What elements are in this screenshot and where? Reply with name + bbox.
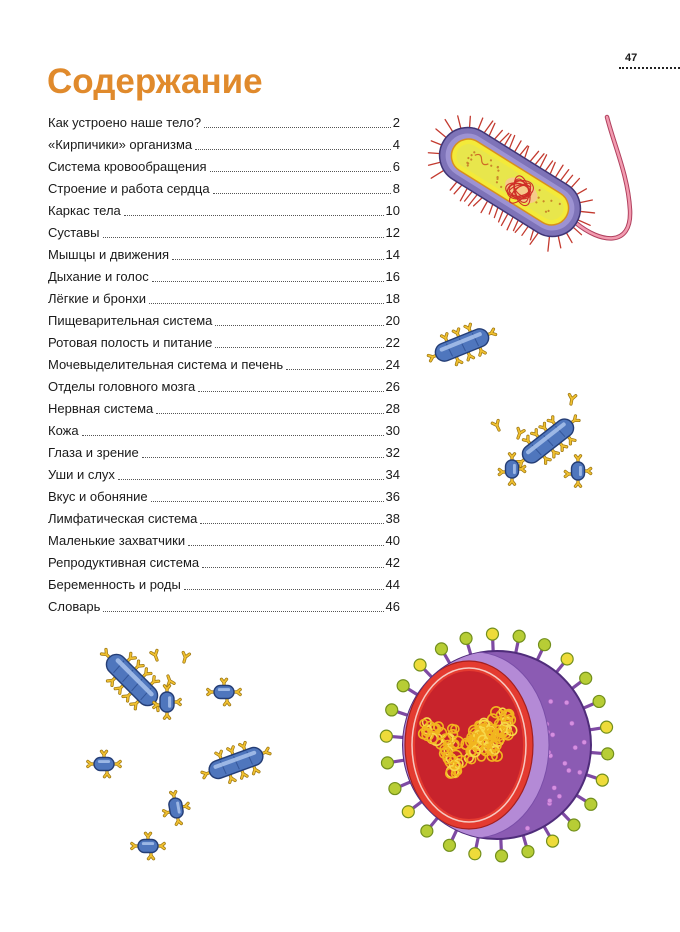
- dot-leader: [82, 435, 384, 436]
- toc-entry: [48, 112, 400, 134]
- virus-spike-tip: [414, 659, 426, 671]
- dot-leader: [188, 545, 383, 546]
- virus-spike-tip: [561, 653, 573, 665]
- bacterium: [411, 98, 610, 266]
- dot-leader: [152, 281, 384, 282]
- virus-spike-tip: [580, 672, 592, 684]
- bacterium-highlight: [218, 688, 230, 691]
- dot-leader: [215, 325, 383, 326]
- virus-spike-tip: [469, 848, 481, 860]
- antibody-icon: [492, 420, 502, 431]
- toc-entry-page: 26: [385, 379, 400, 394]
- toc-entry: [48, 266, 400, 288]
- dot-leader: [103, 611, 383, 612]
- toc-entry-page: 28: [385, 401, 400, 416]
- virus-spike-tip: [386, 704, 398, 716]
- toc-entry: [48, 134, 400, 156]
- virus-spike-tip: [585, 798, 597, 810]
- virus-spike-tip: [596, 774, 608, 786]
- dot-leader: [215, 347, 383, 348]
- dot-leader: [103, 237, 384, 238]
- toc-entry-title: Глаза и зрение: [48, 445, 139, 460]
- dot-leader: [195, 149, 391, 150]
- bacterium-highlight: [513, 464, 516, 474]
- toc-entry-page: 24: [385, 357, 400, 372]
- bacteria-with-antibodies-illustration: [423, 317, 590, 486]
- envelope-protein: [570, 721, 575, 726]
- toc-entry-title: Уши и слух: [48, 467, 115, 482]
- virus-spike-tip: [602, 748, 614, 760]
- toc-entry-title: Репродуктивная система: [48, 555, 200, 570]
- antibody-icon: [568, 395, 576, 405]
- toc-entry: [48, 178, 400, 200]
- toc-entry-page: 40: [385, 533, 400, 548]
- virus-spike-tip: [593, 695, 605, 707]
- toc-entry-page: 34: [385, 467, 400, 482]
- toc-entry: [48, 574, 400, 596]
- toc-entry-page: 44: [385, 577, 400, 592]
- bacterium-highlight: [142, 842, 154, 845]
- toc-entry-title: Нервная система: [48, 401, 154, 416]
- dot-leader: [151, 501, 384, 502]
- virus-spike-tip: [389, 783, 401, 795]
- page-title: Содержание: [47, 62, 263, 101]
- dot-leader: [156, 413, 383, 414]
- pilus: [538, 155, 547, 169]
- toc-entry-title: Пищеварительная система: [48, 313, 213, 328]
- virus-spike-tip: [397, 680, 409, 692]
- bacteria-with-antibodies-illustration: [88, 639, 275, 859]
- toc-entry: [48, 310, 400, 332]
- toc-entry: [48, 486, 400, 508]
- toc-entry-title: Кожа: [48, 423, 79, 438]
- antibody-bacterium: [88, 751, 120, 776]
- envelope-protein: [573, 745, 578, 750]
- toc-entry-page: 10: [385, 203, 400, 218]
- antibody-bacterium: [565, 456, 590, 486]
- pilus: [560, 169, 569, 182]
- toc-entry-page: 12: [385, 225, 400, 240]
- antibody-bacterium: [154, 686, 180, 718]
- virus-spike-tip: [402, 806, 414, 818]
- antibody-icon: [515, 428, 524, 439]
- virus-spike-tip: [522, 846, 534, 858]
- antibody-bacterium: [208, 679, 240, 704]
- toc-entry: [48, 508, 400, 530]
- toc-entry-title: Лёгкие и бронхи: [48, 291, 147, 306]
- envelope-protein: [563, 761, 568, 766]
- dot-leader: [210, 171, 391, 172]
- bacterium-with-flagellum-illustration: [411, 98, 631, 266]
- toc-entry-title: Словарь: [48, 599, 101, 614]
- antibody-bacterium: [161, 790, 192, 826]
- page-number-dotted-rule: [619, 67, 680, 69]
- flagellum: [576, 117, 630, 238]
- envelope-protein: [548, 699, 553, 704]
- toc-entry-title: «Кирпичики» организма: [48, 137, 193, 152]
- dot-leader: [286, 369, 383, 370]
- dot-leader: [184, 589, 384, 590]
- toc-entry-title: Мочевыделительная система и печень: [48, 357, 284, 372]
- toc-entry: [48, 530, 400, 552]
- toc-entry-title: Мышцы и движения: [48, 247, 170, 262]
- pilus: [542, 235, 555, 251]
- toc-entry: [48, 420, 400, 442]
- toc-entry-page: 14: [385, 247, 400, 262]
- toc-entry: [48, 442, 400, 464]
- virus-spike-tip: [601, 721, 613, 733]
- page-number: 47: [625, 52, 638, 64]
- bacterium-body: [506, 460, 519, 478]
- antibody-icon: [165, 675, 174, 686]
- bacterium-highlight: [98, 760, 110, 763]
- toc-entry-page: 18: [385, 291, 400, 306]
- envelope-protein: [557, 794, 562, 799]
- toc-entry: [48, 464, 400, 486]
- envelope-protein: [550, 732, 555, 737]
- toc-entry: [48, 244, 400, 266]
- dot-leader: [202, 567, 383, 568]
- toc-entry-title: Суставы: [48, 225, 100, 240]
- toc-entry-title: Маленькие захватчики: [48, 533, 186, 548]
- toc-entry: [48, 596, 400, 618]
- toc-entry-page: 20: [385, 313, 400, 328]
- table-of-contents: [48, 112, 400, 618]
- toc-entry-page: 6: [392, 159, 400, 174]
- dot-leader: [118, 479, 384, 480]
- antibody-icon: [151, 650, 160, 661]
- toc-entry-title: Лимфатическая система: [48, 511, 198, 526]
- toc-entry-page: 38: [385, 511, 400, 526]
- dot-leader: [142, 457, 384, 458]
- toc-entry-title: Как устроено наше тело?: [48, 115, 202, 130]
- toc-entry: [48, 156, 400, 178]
- virus-spike-tip: [496, 850, 508, 862]
- dot-leader: [149, 303, 384, 304]
- virus-spike-tip: [435, 643, 447, 655]
- virus-spike-tip: [380, 730, 392, 742]
- toc-entry-page: 8: [392, 181, 400, 196]
- toc-entry: [48, 354, 400, 376]
- toc-entry-page: 2: [392, 115, 400, 130]
- toc-entry: [48, 222, 400, 244]
- pilus: [428, 148, 440, 159]
- virus-spike-tip: [513, 630, 525, 642]
- virus-spike-tip: [460, 632, 472, 644]
- toc-entry-title: Ротовая полость и питание: [48, 335, 213, 350]
- toc-entry-page: 22: [385, 335, 400, 350]
- bacterium-body: [94, 758, 114, 771]
- toc-entry: [48, 552, 400, 574]
- antibody-bacterium: [132, 833, 164, 858]
- toc-entry-title: Система кровообращения: [48, 159, 207, 174]
- toc-entry-title: Дыхание и голос: [48, 269, 149, 284]
- envelope-protein: [564, 700, 569, 705]
- pilus: [504, 134, 512, 146]
- antibody-bacterium: [499, 454, 524, 484]
- toc-entry-page: 32: [385, 445, 400, 460]
- virus-cross-section-illustration: [380, 628, 613, 862]
- toc-entry-page: 4: [392, 137, 400, 152]
- virus-spike-tip: [443, 839, 455, 851]
- envelope-protein: [552, 786, 557, 791]
- virus-spike-tip: [547, 835, 559, 847]
- virus-spike-tip: [568, 819, 580, 831]
- flagellum-outline: [576, 117, 630, 238]
- dot-leader: [198, 391, 383, 392]
- dot-leader: [213, 193, 391, 194]
- dot-leader: [124, 215, 384, 216]
- bacterium-highlight: [579, 466, 582, 476]
- antibody-icon: [181, 652, 190, 662]
- toc-entry-page: 16: [385, 269, 400, 284]
- toc-entry-title: Вкус и обоняние: [48, 489, 148, 504]
- bacterium-highlight: [168, 696, 171, 708]
- toc-entry-title: Каркас тела: [48, 203, 121, 218]
- envelope-protein: [547, 798, 552, 803]
- bacterium-body: [138, 840, 158, 853]
- bacterium-body: [214, 686, 234, 699]
- toc-entry-title: Строение и работа сердца: [48, 181, 210, 196]
- toc-entry-page: 46: [385, 599, 400, 614]
- toc-entry: [48, 288, 400, 310]
- antibody-bacterium: [198, 736, 275, 790]
- pilus: [579, 206, 594, 219]
- toc-entry: [48, 376, 400, 398]
- virus-spike-tip: [539, 639, 551, 651]
- envelope-protein: [582, 740, 587, 745]
- toc-entry-title: Беременность и роды: [48, 577, 181, 592]
- pilus: [480, 200, 488, 212]
- toc-entry: [48, 332, 400, 354]
- dot-leader: [204, 127, 391, 128]
- virus-spike-tip: [421, 825, 433, 837]
- envelope-protein: [525, 826, 530, 831]
- toc-entry-page: 30: [385, 423, 400, 438]
- bacterium-body: [168, 797, 184, 819]
- toc-entry: [48, 398, 400, 420]
- virus-spike-tip: [486, 628, 498, 640]
- pilus: [514, 141, 522, 153]
- toc-entry: [48, 200, 400, 222]
- envelope-protein: [567, 768, 572, 773]
- toc-entry-page: 42: [385, 555, 400, 570]
- toc-entry-page: 36: [385, 489, 400, 504]
- toc-entry-title: Отделы головного мозга: [48, 379, 196, 394]
- dot-leader: [200, 523, 383, 524]
- pilus: [555, 165, 563, 178]
- envelope-protein: [577, 770, 582, 775]
- antibody-bacterium: [423, 317, 500, 373]
- pilus: [465, 116, 476, 128]
- bacterium-body: [160, 692, 174, 712]
- dot-leader: [172, 259, 383, 260]
- bacterium-body: [572, 462, 585, 480]
- virus-spike-tip: [381, 757, 393, 769]
